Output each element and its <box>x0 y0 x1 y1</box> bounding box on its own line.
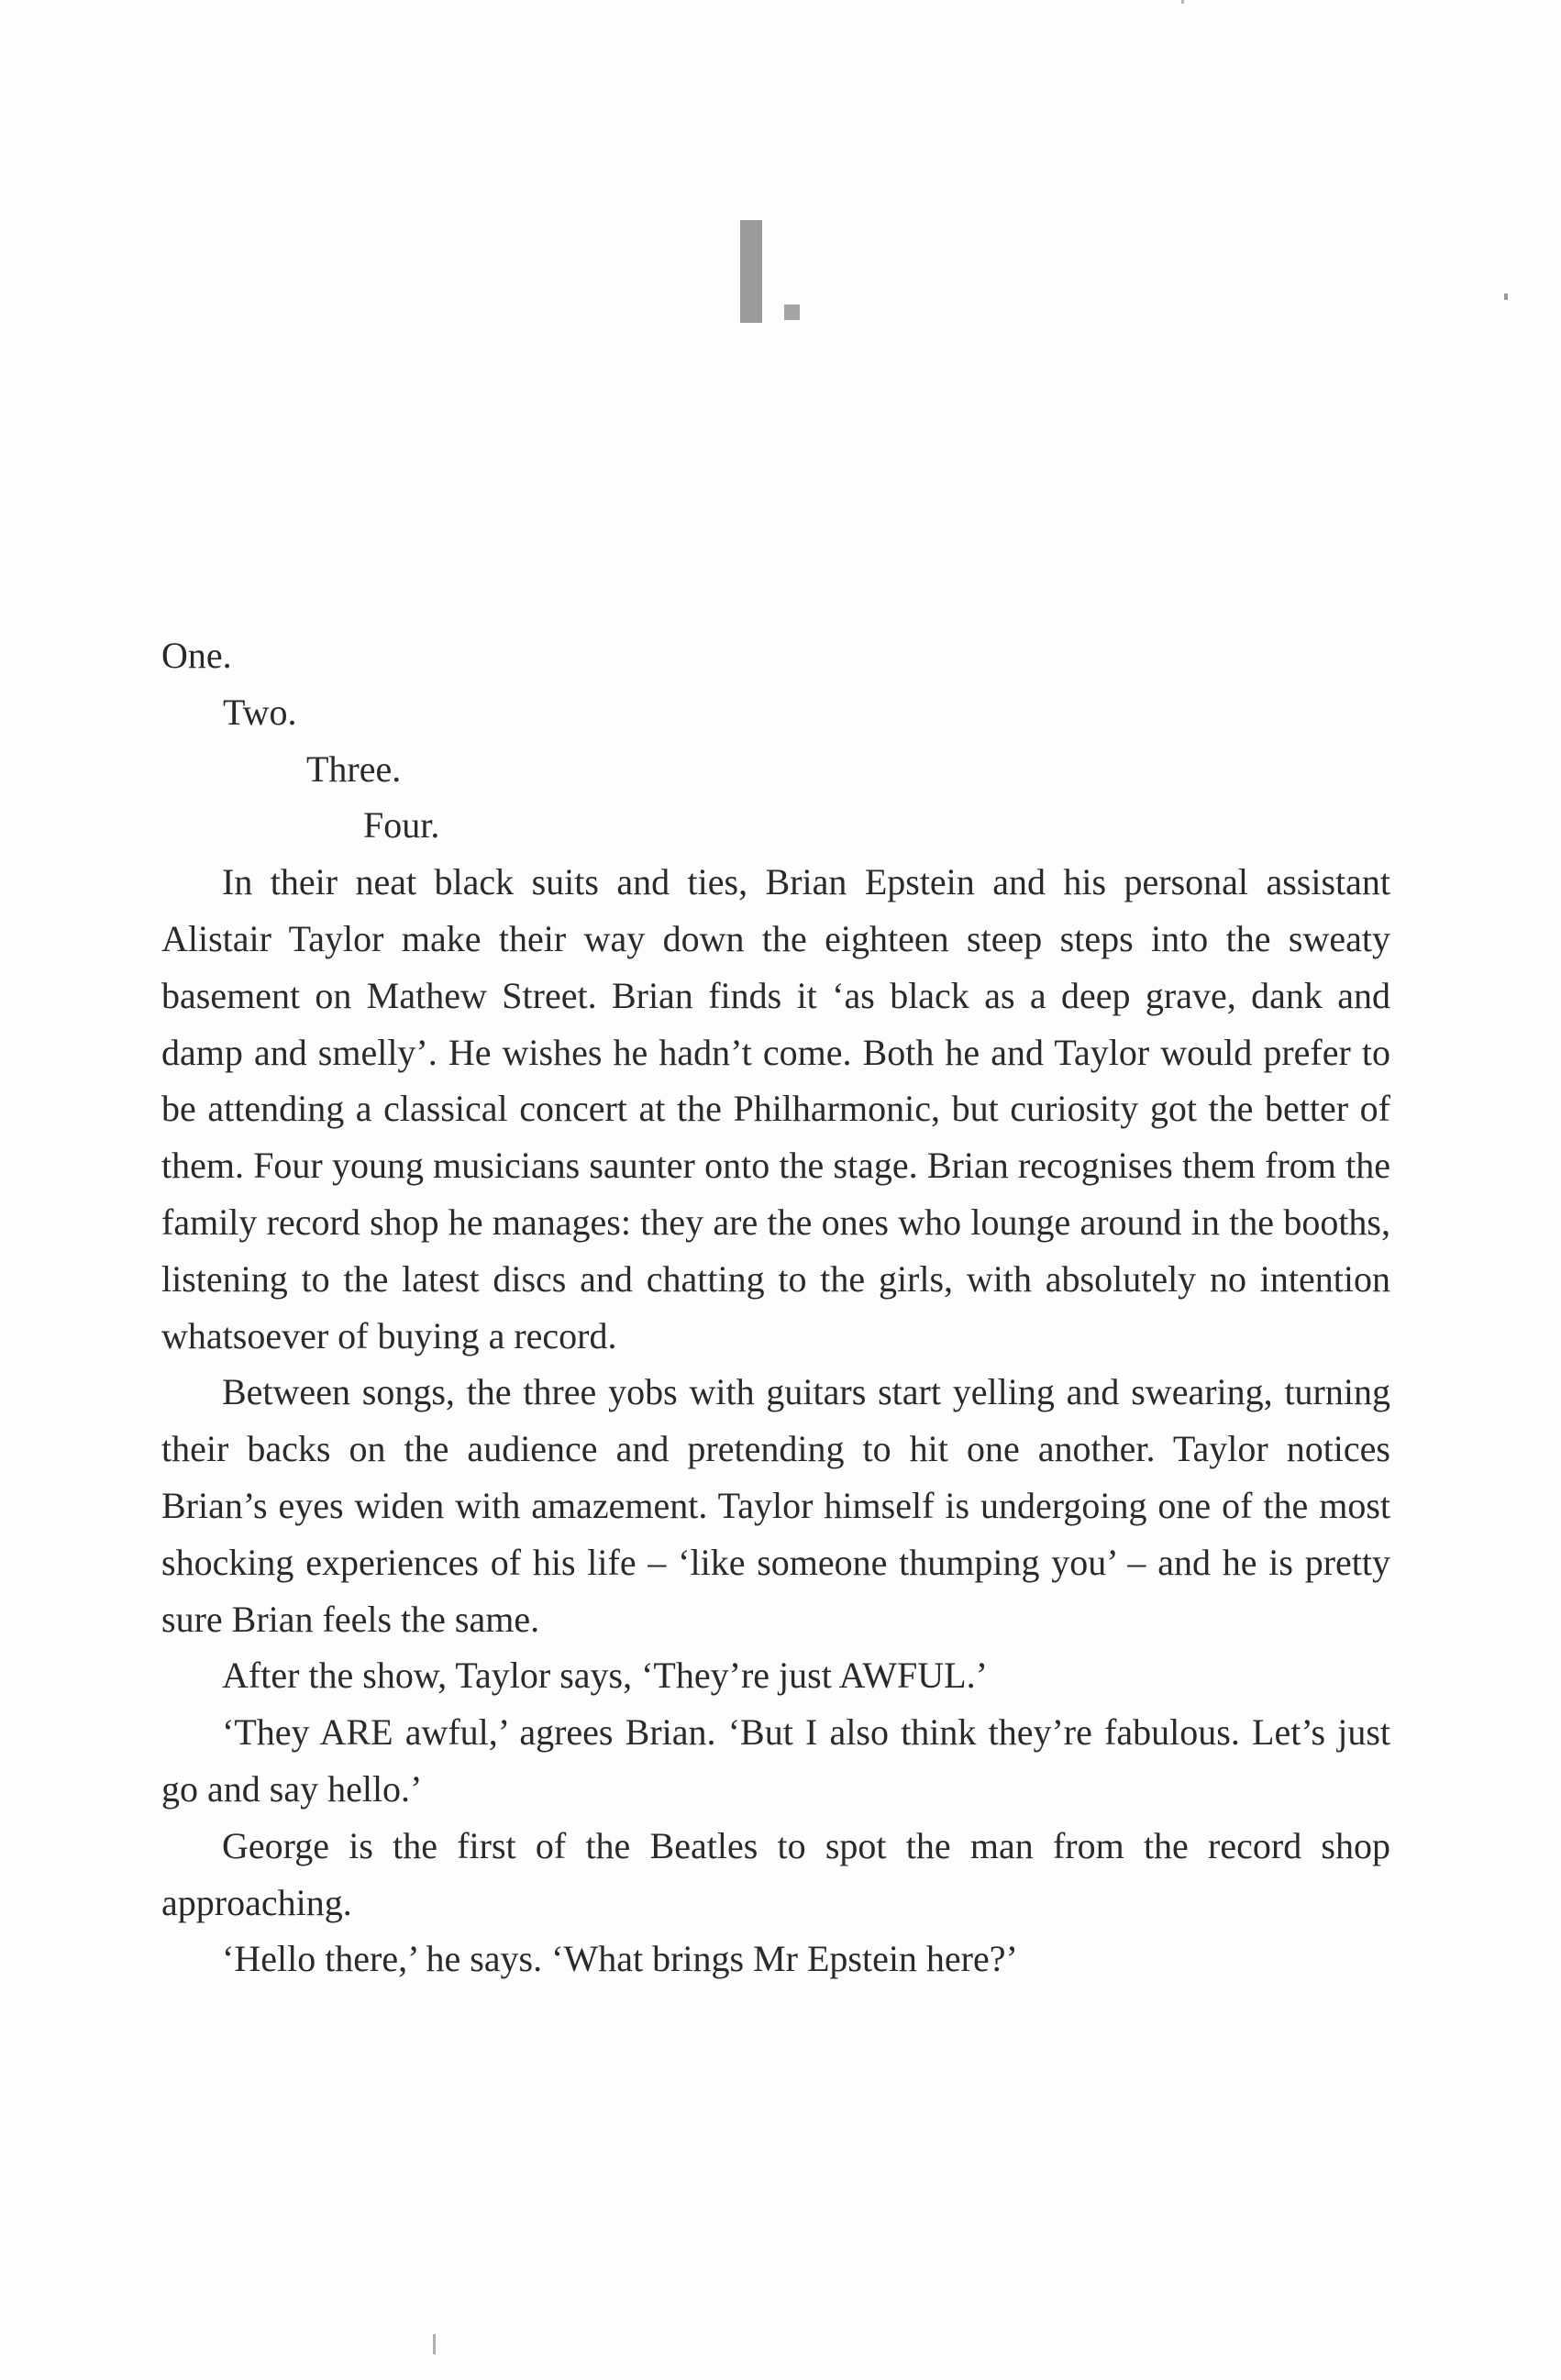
scan-speck <box>433 2334 436 2354</box>
chapter-number-digit <box>740 220 762 323</box>
paragraph: George is the first of the Beatles to spot the man from the record shop approaching. <box>161 1824 1390 1923</box>
countdown-one: One. <box>161 635 232 676</box>
countdown-four: Four. <box>363 804 440 847</box>
chapter-number <box>729 211 839 339</box>
scan-speck <box>1181 0 1184 4</box>
countdown-three: Three. <box>306 747 402 790</box>
paragraph: ‘They ARE awful,’ agrees Brian. ‘But I also think they’re fabulous. Let’s just go and say hello.’ <box>161 1711 1390 1810</box>
body-text <box>161 627 1390 1987</box>
paragraph: ‘Hello there,’ he says. ‘What brings Mr Epstein here?’ <box>222 1938 1018 1980</box>
paragraph: In their neat black suits and ties, Brian Epstein and his personal assistant Alistair Taylor make their way down the eighteen steep steps into the sweaty basement on Mathew Street. Brian finds it ‘as black as a deep grave, dank and damp and smelly’. He wishes he hadn’t come. Both he and Taylor would prefer to be attending a classical concert at the Philharmonic, but curiosity got the better of them. Four young musicians saunter onto the stage. Brian recognises them from the family record shop he manages: they are the ones who lounge around in the booths, listening to the latest discs and chatting to the girls, with absolutely no intention whatsoever of buying a record. <box>161 861 1390 1356</box>
scan-speck <box>1504 293 1508 300</box>
paragraph: Between songs, the three yobs with guitars start yelling and swearing, turning their backs on the audience and pretending to hit one another. Taylor notices Brian’s eyes widen with amazement. Taylor himself is undergoing one of the most shocking experiences of his life – ‘like someone thumping you’ – and he is pretty sure Brian feels the same. <box>161 1371 1390 1640</box>
chapter-number-period <box>784 304 800 320</box>
paragraph: After the show, Taylor says, ‘They’re just AWFUL.’ <box>222 1655 988 1697</box>
countdown-two: Two. <box>223 691 297 733</box>
